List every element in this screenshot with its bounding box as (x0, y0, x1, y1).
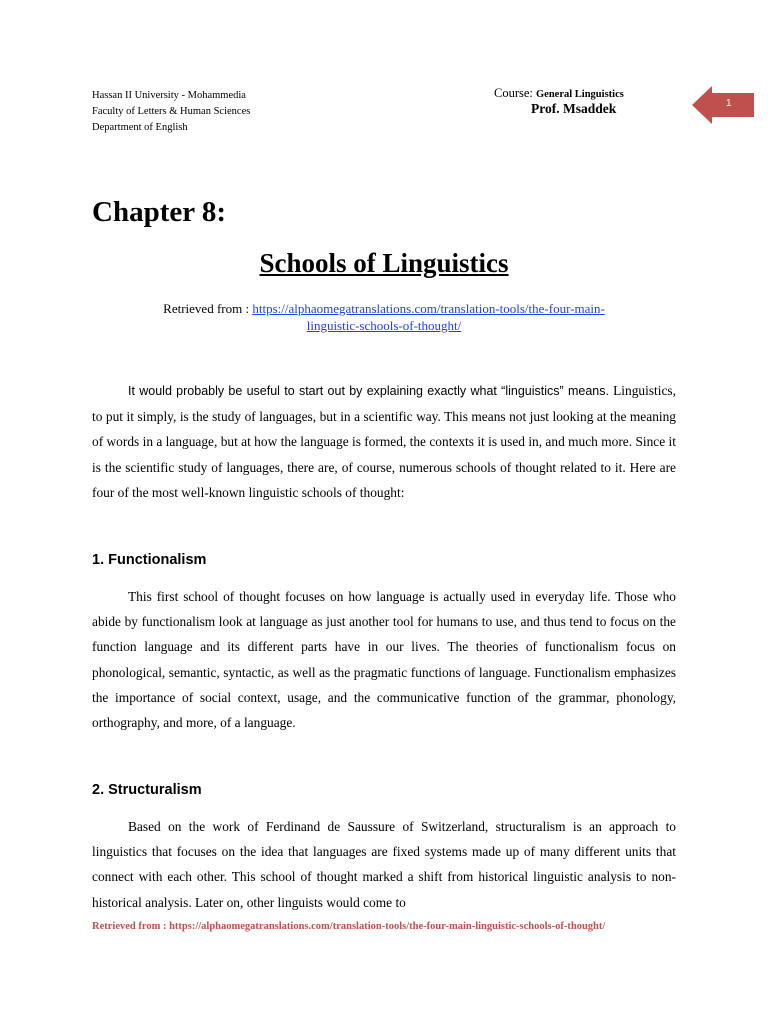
intro-first-sentence: It would probably be useful to start out by explaining exactly what “linguistics” means. (128, 384, 609, 398)
left-arrow-icon (692, 86, 754, 124)
source-label: Retrieved from : (163, 301, 253, 316)
page-number-badge (692, 86, 754, 124)
course-label: Course: (494, 86, 537, 100)
professor-name: Prof. Msaddek (531, 101, 617, 116)
intro-rest: Linguistics, to put it simply, is the study of languages, but in a scientific way. This means not just looking at the meaning of words in a language, but at how the language is formed, the contexts it is used in, and much more. Since it is the scientific study of languages, there are, of course, numerous schools of thought related to it. Here are four of the most well-known linguistic schools of thought: (92, 383, 676, 500)
section-paragraph-functionalism (92, 584, 676, 735)
section-text-functionalism: This first school of thought focuses on how language is actually used in everyday life. Those who abide by functionalism look at language as just another tool for humans to use, and thus tend to focus on the function language and its different parts have in our lives. The theories of functionalism focus on phonological, semantic, syntactic, as well as the pragmatic functions of language. Functionalism emphasizes the importance of social context, usage, and the communicative function of the grammar, phonology, orthography, and more, of a language. (92, 589, 676, 731)
department-name: Department of English (92, 122, 188, 133)
main-title: Schools of Linguistics (259, 248, 509, 278)
source-citation (92, 300, 676, 334)
page-number: 1 (726, 98, 732, 109)
chapter-title: Chapter 8: (92, 196, 226, 228)
section-heading-functionalism: 1. Functionalism (92, 552, 207, 568)
course-name: General Linguistics (536, 89, 624, 100)
university-name: Hassan II University - Mohammedia (92, 90, 246, 101)
faculty-name: Faculty of Letters & Human Sciences (92, 106, 251, 117)
intro-paragraph (92, 378, 676, 505)
source-link-part1[interactable]: https://alphaomegatranslations.com/translation-tools/the-four-main- (252, 301, 605, 316)
section-heading-structuralism: 2. Structuralism (92, 782, 202, 798)
section-text-structuralism: Based on the work of Ferdinand de Saussure of Switzerland, structuralism is an approach to linguistics that focuses on the idea that languages are fixed systems made up of many different units that connect with each other. This school of thought marked a shift from historical linguistic analysis to non-historical analysis. Later on, other linguists would come to (92, 819, 676, 910)
institution-block (92, 88, 250, 136)
source-link-part2[interactable]: linguistic-schools-of-thought/ (306, 318, 462, 333)
section-paragraph-structuralism (92, 814, 676, 915)
course-line (494, 86, 624, 101)
footer-source: Retrieved from : https://alphaomegatranslations.com/translation-tools/the-four-main-linguistic-schools-of-thought/ (92, 921, 606, 932)
